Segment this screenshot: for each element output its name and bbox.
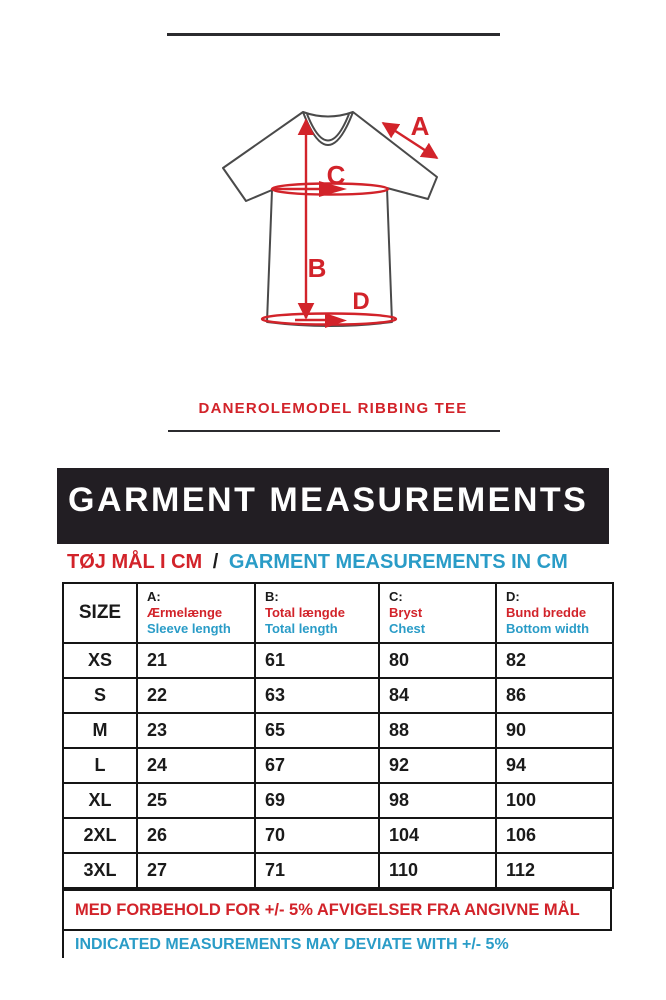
table-row	[63, 783, 613, 818]
col-c-danish: Bryst	[389, 605, 423, 620]
top-divider-line	[167, 33, 500, 36]
table-row	[63, 678, 613, 713]
value-b: 71	[255, 853, 379, 888]
table-row	[63, 818, 613, 853]
col-b-english: Total length	[265, 621, 338, 636]
header-size	[63, 583, 137, 643]
value-a: 23	[137, 713, 255, 748]
value-d: 112	[496, 853, 613, 888]
value-b: 65	[255, 713, 379, 748]
header-col-d	[496, 583, 613, 643]
header-col-a	[137, 583, 255, 643]
col-a-english: Sleeve length	[147, 621, 231, 636]
value-c: 80	[379, 643, 496, 678]
header-col-b	[255, 583, 379, 643]
value-a: 22	[137, 678, 255, 713]
col-c-letter: C:	[389, 589, 403, 604]
label-b: B	[307, 253, 327, 283]
col-b-letter: B:	[265, 589, 279, 604]
deviation-note-english: INDICATED MEASUREMENTS MAY DEVIATE WITH +/- 5%	[62, 931, 612, 958]
value-a: 21	[137, 643, 255, 678]
deviation-note-danish: MED FORBEHOLD FOR +/- 5% AFVIGELSER FRA ANGIVNE MÅL	[62, 889, 612, 931]
value-a: 26	[137, 818, 255, 853]
header-col-c	[379, 583, 496, 643]
banner-title: GARMENT MEASUREMENTS	[68, 480, 589, 519]
subheading-separator: /	[212, 551, 219, 573]
table-header-row	[63, 583, 613, 643]
size-label: 2XL	[63, 818, 137, 853]
value-b: 63	[255, 678, 379, 713]
col-d-english: Bottom width	[506, 621, 590, 636]
size-label: S	[63, 678, 137, 713]
value-b: 61	[255, 643, 379, 678]
table-row	[63, 853, 613, 888]
value-d: 90	[496, 713, 613, 748]
size-label: 3XL	[63, 853, 137, 888]
product-title: DANEROLEMODEL RIBBING TEE	[198, 400, 468, 417]
col-d-danish: Bund bredde	[506, 605, 587, 620]
value-a: 24	[137, 748, 255, 783]
subheading-english: GARMENT MEASUREMENTS IN CM	[228, 551, 568, 573]
subheading-danish: TØJ MÅL I CM	[67, 551, 203, 573]
table-row	[63, 713, 613, 748]
value-c: 98	[379, 783, 496, 818]
value-a: 25	[137, 783, 255, 818]
col-a-letter: A:	[147, 589, 161, 604]
value-c: 84	[379, 678, 496, 713]
value-d: 100	[496, 783, 613, 818]
size-header-label: SIZE	[78, 602, 122, 623]
value-d: 106	[496, 818, 613, 853]
col-c-english: Chest	[389, 621, 426, 636]
value-a: 27	[137, 853, 255, 888]
label-d: D	[352, 288, 370, 315]
value-c: 88	[379, 713, 496, 748]
label-a: A	[410, 111, 430, 141]
table-row	[63, 643, 613, 678]
value-b: 67	[255, 748, 379, 783]
size-measurement-table	[62, 582, 614, 889]
size-label: M	[63, 713, 137, 748]
value-b: 70	[255, 818, 379, 853]
mid-divider-line	[168, 430, 500, 432]
garment-measurements-banner	[57, 468, 609, 544]
value-d: 86	[496, 678, 613, 713]
value-d: 94	[496, 748, 613, 783]
col-b-danish: Total længde	[265, 605, 345, 620]
size-label: XS	[63, 643, 137, 678]
size-label: XL	[63, 783, 137, 818]
table-row	[63, 748, 613, 783]
col-d-letter: D:	[506, 589, 520, 604]
value-c: 104	[379, 818, 496, 853]
value-c: 110	[379, 853, 496, 888]
size-label: L	[63, 748, 137, 783]
value-c: 92	[379, 748, 496, 783]
label-c: C	[326, 160, 346, 190]
col-a-danish: Ærmelænge	[147, 605, 223, 620]
tshirt-measurement-diagram	[183, 93, 483, 338]
value-d: 82	[496, 643, 613, 678]
value-b: 69	[255, 783, 379, 818]
tshirt-outline	[223, 112, 437, 326]
units-subheading	[67, 551, 568, 574]
